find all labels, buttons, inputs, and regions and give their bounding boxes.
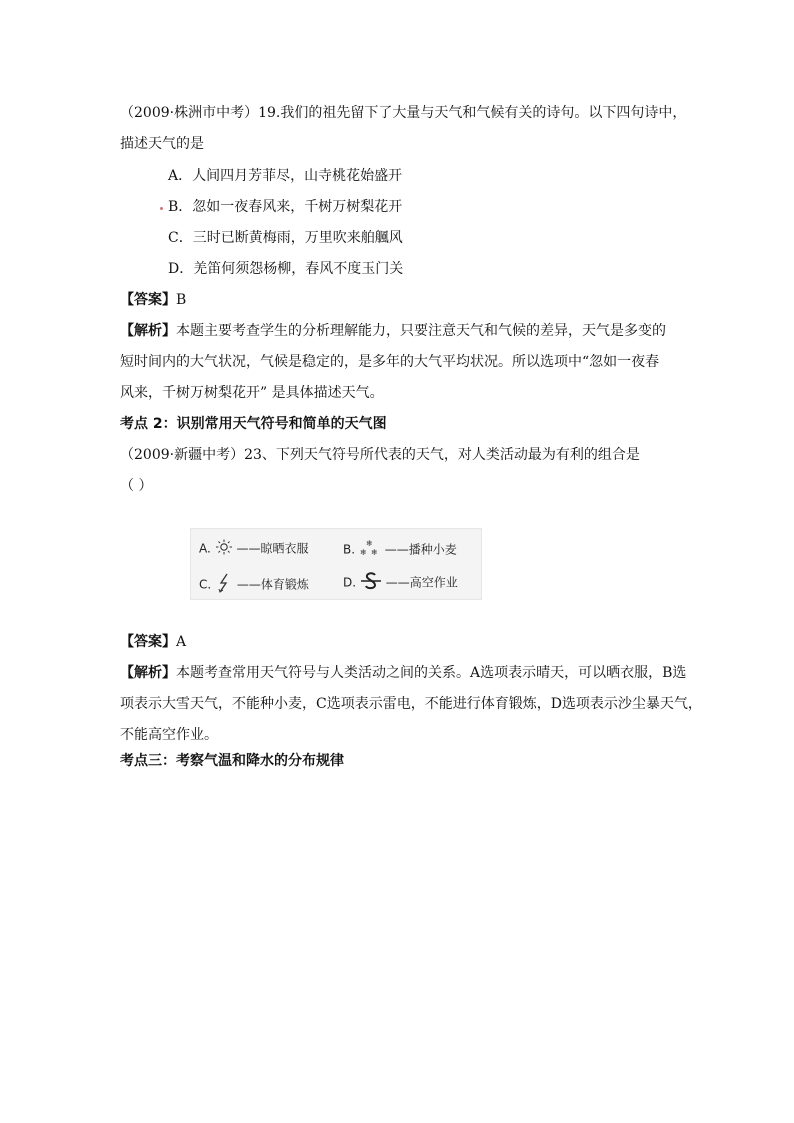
kaodian-2-heading: 考点 2：识别常用天气符号和简单的天气图	[120, 416, 387, 432]
analysis-text: 本题主要考查学生的分析理解能力，只要注意天气和气候的差异，天气是多变的	[176, 323, 666, 339]
answer-label: 【答案】	[120, 292, 176, 308]
q23-stem-line1: （2009·新疆中考）23、下列天气符号所代表的天气，对人类活动最为有利的组合是	[120, 447, 640, 463]
q19-analysis-line3: 风来，千树万树梨花开” 是具体描述天气。	[120, 385, 384, 401]
figure-item-c	[199, 573, 309, 597]
svg-text:❄: ❄	[365, 539, 373, 548]
kaodian-3-heading: 考点三：考察气温和降水的分布规律	[120, 753, 344, 769]
figure-letter-c: C.	[199, 577, 212, 592]
figure-text-b: ——播种小麦	[384, 542, 457, 557]
weather-symbols-figure	[190, 528, 482, 600]
sandstorm-icon	[360, 571, 382, 595]
q23-analysis-line1	[120, 663, 686, 683]
svg-text:❄: ❄	[370, 548, 378, 557]
q19-option-b: B．忽如一夜春风来，千树万树梨花开	[168, 199, 403, 215]
q23-analysis-line2: 项表示大雪天气，不能种小麦，C选项表示雷电，不能进行体育锻炼，D选项表示沙尘暴天气，	[120, 696, 702, 712]
figure-text-a: ——晾晒衣服	[236, 541, 309, 556]
q19-stem-line1: （2009·株洲市中考）19.我们的祖先留下了大量与天气和气候有关的诗句。以下四句诗中，	[120, 105, 687, 121]
answer-label: 【答案】	[120, 634, 176, 650]
analysis-label: 【解析】	[120, 323, 176, 339]
q19-analysis-line1	[120, 321, 666, 341]
figure-text-d: ——高空作业	[385, 575, 458, 590]
q19-analysis-line2: 短时间内的大气状况，气候是稳定的，是多年的大气平均状况。所以选项中“忽如一夜春	[120, 354, 660, 370]
answer-value: A	[176, 634, 187, 650]
figure-text-c: ——体育锻炼	[236, 577, 309, 592]
q19-option-d: D．羌笛何须怨杨柳，春风不度玉门关	[168, 261, 404, 277]
q23-analysis-line3: 不能高空作业。	[120, 727, 218, 743]
q19-answer	[120, 290, 186, 310]
figure-letter-b: B.	[343, 542, 356, 557]
heavy-snow-icon	[359, 539, 381, 561]
analysis-text: 本题考查常用天气符号与人类活动之间的关系。A选项表示晴天，可以晒衣服，B选	[176, 665, 687, 681]
q19-option-c: C．三时已断黄梅雨，万里吹来舶䑺风	[168, 230, 403, 246]
stray-mark	[160, 207, 163, 210]
figure-item-b	[343, 539, 457, 561]
figure-letter-a: A.	[199, 541, 211, 556]
answer-value: B	[176, 292, 187, 308]
svg-text:❄: ❄	[359, 548, 367, 557]
lightning-icon	[215, 573, 233, 597]
figure-item-a	[199, 539, 308, 559]
q19-option-a: A．人间四月芳菲尽，山寺桃花始盛开	[168, 168, 403, 184]
figure-letter-d: D.	[343, 575, 357, 590]
q23-answer	[120, 632, 186, 652]
analysis-label: 【解析】	[120, 665, 176, 681]
q19-stem-line2: 描述天气的是	[120, 136, 204, 152]
q23-stem-line2: （ ）	[120, 478, 153, 494]
figure-item-d	[343, 571, 458, 595]
sun-icon	[215, 539, 233, 559]
